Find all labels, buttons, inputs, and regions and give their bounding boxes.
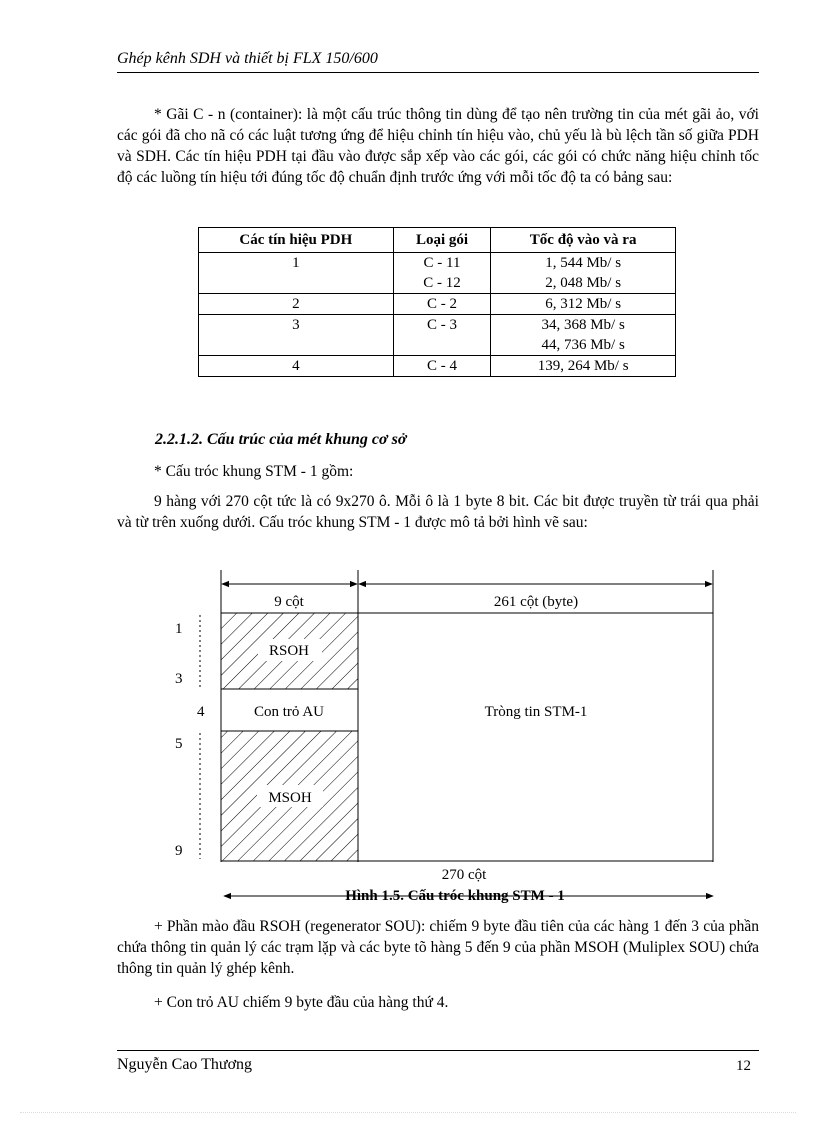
cell-rate (491, 253, 676, 294)
rate-line: 1, 544 Mb/ s (545, 255, 622, 271)
cell-rate: 6, 312 Mb/ s (491, 294, 676, 315)
row-label-4: 4 (197, 704, 205, 720)
col261-label: 261 cột (byte) (493, 594, 579, 610)
table-row (199, 356, 676, 377)
msoh-label: MSOH (268, 790, 312, 806)
cell-packet (393, 253, 491, 294)
figure-caption: Hình 1.5. Cấu tróc khung STM - 1 (345, 888, 565, 904)
table-header-row (199, 228, 676, 253)
frame-description: 9 hàng với 270 cột tức là có 9x270 ô. Mỗi ô là 1 byte 8 bit. Các bit được truyền từ trái qua phải và từ trên xuống dưới. Cấu tróc khung STM - 1 được mô tả bởi hình vẽ sau: (117, 493, 759, 531)
cell-packet: C - 3 (393, 315, 491, 356)
cell-signal: 1 (199, 253, 394, 294)
header-rule (117, 72, 759, 73)
packet-line: C - 11 (423, 255, 461, 271)
rsoh-label: RSOH (268, 643, 310, 659)
row-label-5: 5 (175, 736, 183, 752)
packet-line: C - 12 (423, 275, 461, 291)
cell-packet: C - 2 (393, 294, 491, 315)
payload-label: Tròng tin STM-1 (484, 704, 588, 720)
cell-rate: 139, 264 Mb/ s (491, 356, 676, 377)
frame-intro: * Cấu tróc khung STM - 1 gồm: (154, 463, 354, 480)
table-row (199, 253, 676, 294)
col9-label: 9 cột (274, 594, 304, 610)
intro-paragraph: * Gãi C - n (container): là một cấu trúc thông tin dùng để tạo nên trường tin của mét gãi ảo, với các gói đã cho nã có các luật tương ứng để hiệu chỉnh tín hiệu vào, chủ yếu là bù lệch tần số giữa PDH và SDH. Các tín hiệu PDH tại đầu vào được sắp xếp vào các gói, các gói có chức năng hiệu chỉnh tốc độ các luồng tín hiệu tới đúng tốc độ chuẩn định trước ứng với mỗi tốc độ ta có bảng sau: (117, 106, 759, 186)
row-label-1: 1 (175, 621, 183, 637)
header-packet-type: Loại gói (393, 228, 491, 253)
header-rate: Tốc độ vào và ra (491, 228, 676, 253)
cell-packet: C - 4 (393, 356, 491, 377)
footer-rule (117, 1050, 759, 1051)
rate-line: 34, 368 Mb/ s (541, 317, 625, 333)
rate-line: 2, 048 Mb/ s (545, 275, 622, 291)
au-paragraph: + Con trỏ AU chiếm 9 byte đầu của hàng thứ 4. (154, 994, 449, 1011)
row-label-3: 3 (175, 671, 183, 687)
cell-rate (491, 315, 676, 356)
page-number: 12 (736, 1058, 751, 1074)
table-row (199, 315, 676, 356)
section-title: 2.2.1.2. Cấu trúc của mét khung cơ sở (155, 431, 407, 448)
rsoh-paragraph: + Phần mào đầu RSOH (regenerator SOU): chiếm 9 byte đầu tiên của các hàng 1 đến 3 của phần chứa thông tin quản lý các trạm lặp và các byte tõ hàng 5 đến 9 của phần MSOH (Muliplex SOU) chứa thông tin quản lý ghép kênh. (117, 918, 759, 977)
total-cols-label: 270 cột (441, 867, 487, 883)
cell-signal: 3 (199, 315, 394, 356)
cell-signal: 4 (199, 356, 394, 377)
running-header: Ghép kênh SDH và thiết bị FLX 150/600 (117, 50, 378, 67)
header-signal: Các tín hiệu PDH (199, 228, 394, 253)
au-pointer-label: Con trỏ AU (253, 704, 325, 720)
cell-signal: 2 (199, 294, 394, 315)
footer-author: Nguyễn Cao Thương (117, 1056, 253, 1073)
pdh-table (198, 227, 676, 377)
page-edge-dots (20, 1112, 796, 1113)
rate-line: 44, 736 Mb/ s (541, 337, 625, 353)
row-label-9: 9 (175, 843, 183, 859)
table-row (199, 294, 676, 315)
stm1-frame-diagram (160, 565, 730, 910)
